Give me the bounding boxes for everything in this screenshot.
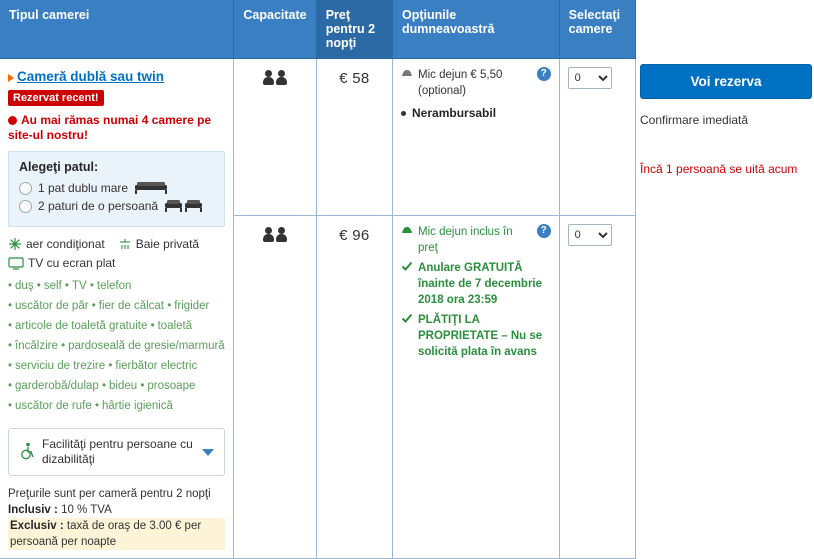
person-icon [263, 70, 274, 85]
option-nonrefundable-text: Nerambursabil [412, 106, 497, 120]
twin-beds-icon [164, 199, 204, 213]
bullet-icon [401, 111, 406, 116]
help-icon[interactable]: ? [537, 67, 551, 81]
option-free-cancellation [401, 260, 551, 308]
triangle-right-icon [8, 74, 14, 82]
breakfast-icon [401, 224, 413, 240]
option-pay-at-property-text: PLĂTIŢI LA PROPRIETATE – Nu se solicită plata în avans [418, 314, 543, 359]
tv-icon [8, 256, 24, 270]
room-quantity-select[interactable] [568, 67, 612, 89]
double-bed-icon [134, 181, 168, 195]
option-nonrefundable [401, 105, 551, 121]
column-header-capacity[interactable]: Capacitate [234, 0, 316, 59]
price-cell [316, 59, 392, 216]
options-cell [393, 59, 560, 216]
radio-icon[interactable] [19, 200, 32, 213]
check-icon [401, 312, 413, 328]
alert-dot-icon [8, 116, 17, 125]
option-free-cancellation-text: Anulare GRATUITĂ înainte de 7 decembrie 2018 ora 23:59 [418, 262, 543, 307]
booking-sidebar [640, 64, 814, 177]
feature-ac-bath: aer condiţionat Baie privată [8, 237, 225, 251]
price-note-line: Preţurile sunt per cameră pentru 2 nopţi [8, 488, 211, 500]
room-description-cell [0, 59, 234, 559]
person-icon [276, 70, 287, 85]
room-quantity-select[interactable] [568, 224, 612, 246]
check-icon [401, 260, 413, 276]
bed-choice-box [8, 151, 225, 227]
option-breakfast-included-text: Mic dejun inclus în preţ [418, 226, 513, 255]
price-value: € 96 [339, 227, 370, 245]
wheelchair-icon [19, 442, 35, 463]
breakfast-icon [401, 67, 413, 83]
inclusive-label: Inclusiv : [8, 504, 58, 516]
bed-option-double[interactable]: 1 pat dublu mare [19, 181, 214, 195]
option-pay-at-property [401, 312, 551, 360]
feature-tv: TV cu ecran plat [8, 256, 225, 270]
option-breakfast-included [401, 224, 551, 256]
price-cell [316, 216, 392, 559]
recently-booked-badge: Rezervat recent! [8, 90, 104, 106]
help-icon[interactable]: ? [537, 224, 551, 238]
bed-choice-heading: Alegeţi patul: [19, 160, 99, 174]
reserve-button[interactable]: Voi rezerva [640, 64, 812, 99]
column-header-price[interactable]: Preţ pentru 2 nopţi [316, 0, 392, 59]
snowflake-icon [8, 237, 22, 251]
price-note [8, 486, 225, 550]
column-header-room-type[interactable]: Tipul camerei [0, 0, 234, 59]
occupancy-icons [242, 67, 307, 85]
accessibility-dropdown[interactable] [8, 428, 225, 476]
option-breakfast-text: Mic dejun € 5,50 (optional) [418, 69, 503, 97]
chevron-down-icon[interactable] [202, 449, 214, 456]
select-rooms-cell [559, 216, 635, 559]
bed-option-twin[interactable]: 2 paturi de o persoană [19, 199, 214, 213]
price-value: € 58 [339, 70, 370, 87]
table-header-row [0, 0, 636, 59]
shower-icon [118, 237, 132, 251]
column-header-options[interactable]: Opţiunile dumneavoastră [393, 0, 560, 59]
capacity-cell [234, 59, 316, 216]
occupancy-icons [242, 224, 307, 242]
options-cell [393, 216, 560, 559]
urgency-message: Încă 1 persoană se uită acum [640, 162, 798, 176]
select-rooms-cell [559, 59, 635, 216]
scarcity-message: Au mai rămas numai 4 camere pe site-ul nostru! [8, 113, 212, 142]
accessibility-label: Facilităţi pentru persoane cu dizabilităţi [42, 437, 193, 466]
room-title-link[interactable]: Cameră dublă sau twin [8, 67, 225, 90]
inclusive-value: 10 % TVA [61, 504, 112, 516]
exclusive-label: Exclusiv : [10, 520, 64, 532]
feature-list: • duş • self • TV • telefon • uscător de păr • fier de călcat • frigider • articole de toaletă gratuite • toaletă • încălzire • pardoseală de gresie/marmură • serviciu de trezire • fierbător electric • garderobă/dulap • bideu • prosoape • uscător de rufe • hârtie igienică [8, 280, 225, 412]
person-icon [263, 227, 274, 242]
exclusive-value: taxă de oraş de 3.00 € per persoană per noapte [10, 520, 202, 548]
instant-confirmation-text: Confirmare imediată [640, 113, 749, 127]
person-icon [276, 227, 287, 242]
option-breakfast [401, 67, 551, 99]
radio-icon[interactable] [19, 182, 32, 195]
table-row [0, 59, 636, 216]
capacity-cell [234, 216, 316, 559]
column-header-select-rooms[interactable]: Selectaţi camere [559, 0, 635, 59]
